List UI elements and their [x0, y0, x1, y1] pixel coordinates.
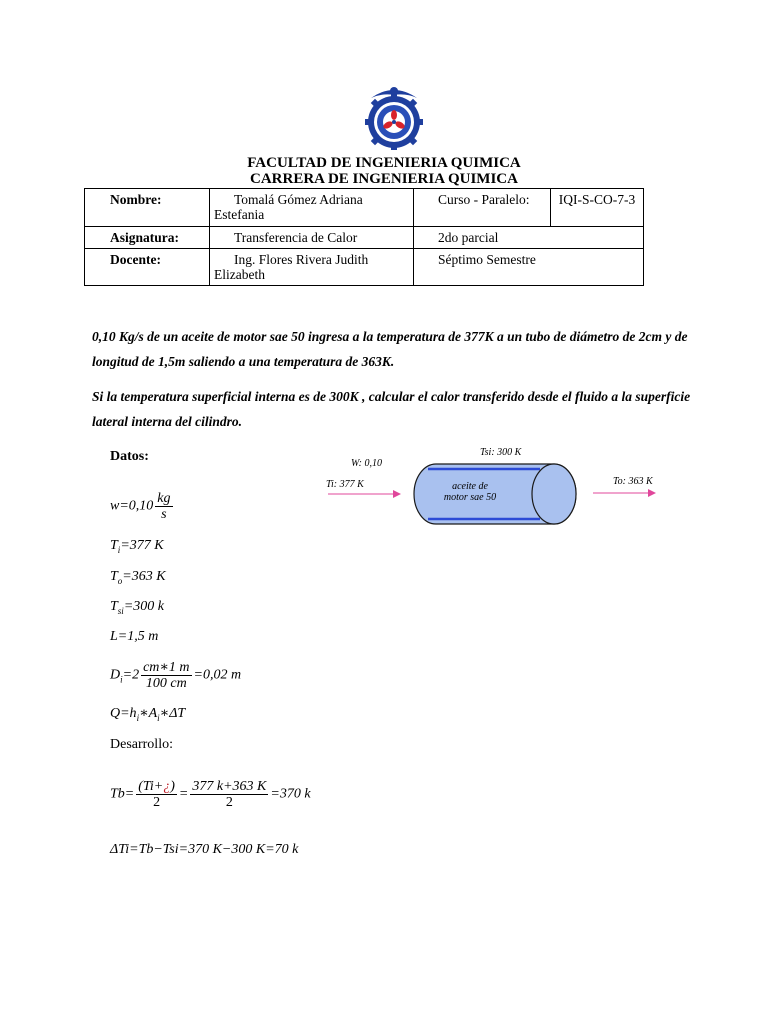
to-label: To: 363 K: [613, 476, 653, 487]
datos-heading: Datos:: [110, 449, 149, 464]
ti-label: Ti: 377 K: [326, 479, 364, 490]
eq-tsi: $T_{si}=300$ k: [110, 599, 164, 616]
curso-label: Curso - Paralelo:: [414, 189, 551, 227]
eq-diameter: $D_i=2$ $\frac{cm∗1 m}{100 cm}$ =0,02 m: [110, 660, 242, 691]
tube-diagram: [318, 440, 668, 532]
desarrollo-heading: Desarrollo:: [110, 737, 173, 752]
faculty-title: FACULTAD DE INGENIERIA QUIMICA: [247, 155, 521, 171]
nombre-label: Nombre:: [85, 189, 210, 227]
semestre-value: Séptimo Semestre: [414, 249, 644, 286]
fluid-label-line-2: motor sae 50: [443, 492, 497, 503]
w-label: W: 0,10: [351, 458, 383, 469]
eq-tb: Tb= $\frac{(Ti+¿)}{2}$ = $\frac{377 k+363 K}{2}$ =370 k: [110, 779, 311, 810]
asignatura-label: Asignatura:: [85, 227, 210, 249]
nombre-value: Tomalá Gómez Adriana Estefania: [210, 189, 414, 227]
tube-cylinder: [414, 464, 576, 524]
parcial-value: 2do parcial: [414, 227, 644, 249]
docente-value: Ing. Flores Rivera Judith Elizabeth: [210, 249, 414, 286]
university-logo: [361, 84, 427, 150]
curso-value: IQI-S-CO-7-3: [551, 189, 644, 227]
eq-w: w=0,10 $\frac{kg}{s}$: [110, 491, 171, 522]
problem-paragraph-2: Si la temperatura superficial interna es de 300K , calcular el calor transferido desde el fluido a la superficie lateral interna del cilindro.: [92, 389, 691, 429]
info-table: [84, 188, 644, 286]
problem-paragraph-1: 0,10 Kg/s de un aceite de motor sae 50 ingresa a la temperatura de 377K a un tubo de diámetro de 2cm y de longitud de 1,5m saliendo a una temperatura de 363K.: [92, 329, 688, 369]
career-title: CARRERA DE INGENIERIA QUIMICA: [250, 171, 518, 187]
eq-ti: $T_i=377$ K: [110, 538, 164, 555]
asignatura-value: Transferencia de Calor: [210, 227, 414, 249]
gear-icon: [365, 93, 423, 150]
eq-to: $T_o=363$ K: [110, 569, 166, 586]
eq-delta-ti: ΔTi=Tb−Tsi=370 K−300 K=70 k: [110, 842, 299, 857]
tsi-label: Tsi: 300 K: [480, 447, 522, 458]
docente-label: Docente:: [85, 249, 210, 286]
eq-q: $Q=h_i∗A_i∗\Delta T$: [110, 706, 186, 723]
eq-length: L=1,5 m: [110, 629, 159, 644]
fluid-label-line-1: aceite de: [452, 481, 488, 492]
